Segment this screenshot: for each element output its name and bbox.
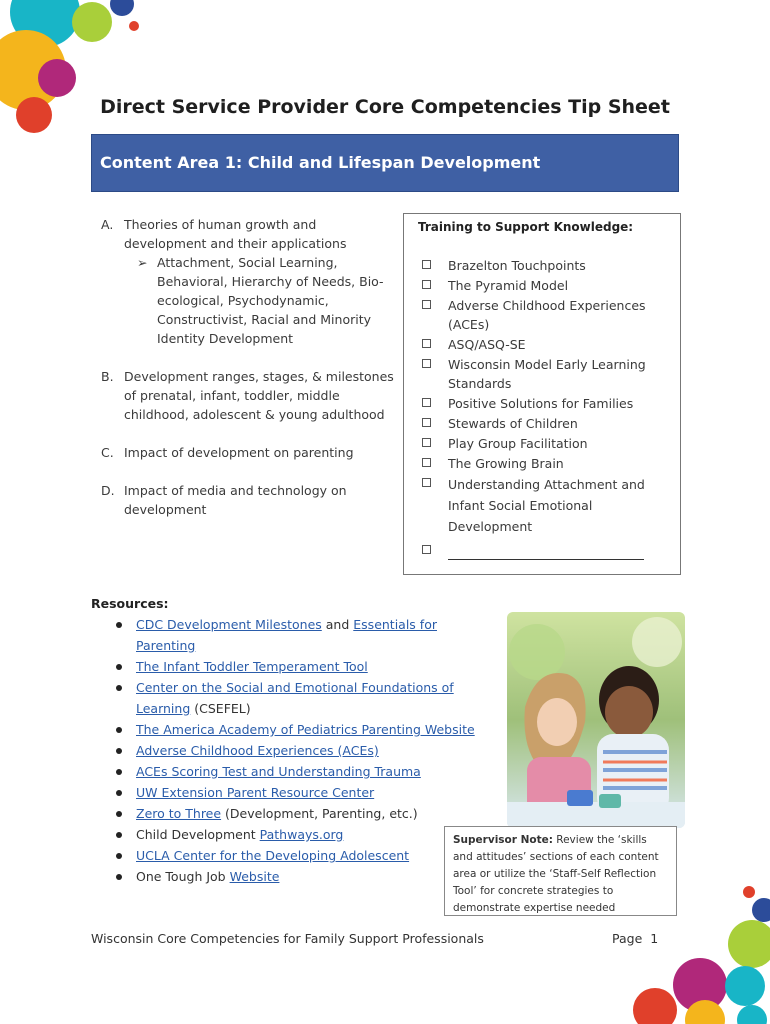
resource-item — [110, 866, 480, 887]
page-number: Page 1 — [612, 931, 659, 946]
bullet-icon — [116, 790, 122, 796]
resource-link[interactable]: CDC Development Milestones — [136, 617, 322, 632]
checkbox-icon[interactable] — [422, 398, 431, 407]
resource-item — [110, 803, 480, 824]
checkbox-icon[interactable] — [422, 418, 431, 427]
subitem-marker: ➢ — [137, 255, 148, 270]
bullet-icon — [116, 811, 122, 817]
checkbox-icon[interactable] — [422, 359, 431, 368]
resource-item — [110, 761, 480, 782]
resource-link[interactable]: UCLA Center for the Developing Adolescent — [136, 848, 410, 863]
training-item[interactable]: Brazelton Touchpoints — [422, 256, 674, 275]
resource-link[interactable]: Essentials for Parenting — [136, 617, 437, 653]
resource-item — [110, 824, 480, 845]
bullet-icon — [116, 727, 122, 733]
resource-item — [110, 614, 480, 656]
checkbox-icon[interactable] — [422, 458, 431, 467]
bullet-icon — [116, 874, 122, 880]
resource-link[interactable]: Center on the Social and Emotional Foundations of Learning — [136, 680, 454, 716]
training-item[interactable]: ASQ/ASQ-SE — [422, 335, 674, 354]
supervisor-note-label: Supervisor Note: — [453, 834, 553, 846]
checkbox-icon[interactable] — [422, 545, 431, 554]
checkbox-icon[interactable] — [422, 260, 431, 269]
resource-text: (CSEFEL) — [190, 701, 251, 716]
resource-link[interactable]: Zero to Three — [136, 806, 222, 821]
content-area-banner — [91, 134, 679, 192]
supervisor-note-text: Review the ‘skills and attitudes’ sections of each content area or utilize the ‘Staff-Self Reflection Tool’ for concrete strategies to demonstrate expertise needed — [453, 834, 659, 914]
checkbox-icon[interactable] — [422, 280, 431, 289]
banner-text: Content Area 1: Child and Lifespan Development — [100, 153, 541, 172]
item-c-label: C. — [101, 445, 114, 460]
training-item-blank[interactable] — [422, 541, 674, 560]
bullet-icon — [116, 853, 122, 859]
supervisor-note — [444, 826, 677, 916]
training-item[interactable]: Wisconsin Model Early Learning Standards — [422, 355, 674, 393]
resource-link[interactable]: Adverse Childhood Experiences (ACEs) — [136, 743, 379, 758]
page-title: Direct Service Provider Core Competencies Tip Sheet — [100, 96, 670, 118]
training-item[interactable]: Play Group Facilitation — [422, 434, 674, 453]
resource-text: and — [321, 617, 354, 632]
resource-link[interactable]: Website — [229, 869, 280, 884]
resource-item — [110, 782, 480, 803]
item-b-label: B. — [101, 369, 114, 384]
checkbox-icon[interactable] — [422, 300, 431, 309]
training-box — [403, 213, 681, 575]
resource-link[interactable]: The America Academy of Pediatrics Parenting Website — [136, 722, 475, 737]
checkbox-icon[interactable] — [422, 339, 431, 348]
resources-heading: Resources: — [91, 596, 169, 611]
item-c-text: Impact of development on parenting — [124, 445, 354, 460]
training-item[interactable]: Positive Solutions for Families — [422, 394, 674, 413]
item-d-label: D. — [101, 483, 115, 498]
resource-text: One Tough Job — [136, 869, 230, 884]
resource-item — [110, 845, 480, 866]
resource-link[interactable]: Pathways.org — [259, 827, 344, 842]
training-item[interactable]: Understanding Attachment and Infant Social Emotional Development — [422, 474, 674, 537]
resource-link[interactable]: UW Extension Parent Resource Center — [136, 785, 375, 800]
footer-text: Wisconsin Core Competencies for Family Support Professionals — [91, 931, 484, 946]
bullet-icon — [116, 748, 122, 754]
item-a-label: A. — [101, 217, 114, 232]
resource-text: (Development, Parenting, etc.) — [221, 806, 418, 821]
item-a-text: Theories of human growth and development and their applications — [124, 217, 347, 251]
bullet-icon — [116, 832, 122, 838]
subitem-text: Attachment, Social Learning, Behavioral, Hierarchy of Needs, Bio- ecological, Psychodynamic, Constructivist, Racial and Minority Identity Development — [157, 255, 384, 346]
resource-item — [110, 719, 480, 740]
item-b-text: Development ranges, stages, & milestones of prenatal, infant, toddler, middle childhood, adolescent & young adulthood — [124, 369, 394, 422]
resource-link[interactable]: The Infant Toddler Temperament Tool — [136, 659, 368, 674]
checkbox-icon[interactable] — [422, 478, 431, 487]
bullet-icon — [116, 769, 122, 775]
training-item[interactable]: Adverse Childhood Experiences (ACEs) — [422, 296, 674, 334]
bullet-icon — [116, 664, 122, 670]
checkbox-icon[interactable] — [422, 438, 431, 447]
item-d-text: Impact of media and technology on development — [124, 483, 347, 517]
resource-item — [110, 677, 480, 719]
resource-item — [110, 740, 480, 761]
training-item[interactable]: Stewards of Children — [422, 414, 674, 433]
training-heading: Training to Support Knowledge: — [418, 220, 634, 234]
resource-text: Child Development — [136, 827, 260, 842]
children-playing-photo — [507, 612, 685, 828]
bullet-icon — [116, 685, 122, 691]
training-item[interactable]: The Pyramid Model — [422, 276, 674, 295]
resource-link[interactable]: ACEs Scoring Test and Understanding Trauma — [136, 764, 421, 779]
training-list — [422, 256, 674, 561]
resource-item — [110, 656, 480, 677]
bullet-icon — [116, 622, 122, 628]
blank-line[interactable] — [448, 545, 644, 560]
resources-list — [110, 614, 480, 887]
training-item[interactable]: The Growing Brain — [422, 454, 674, 473]
